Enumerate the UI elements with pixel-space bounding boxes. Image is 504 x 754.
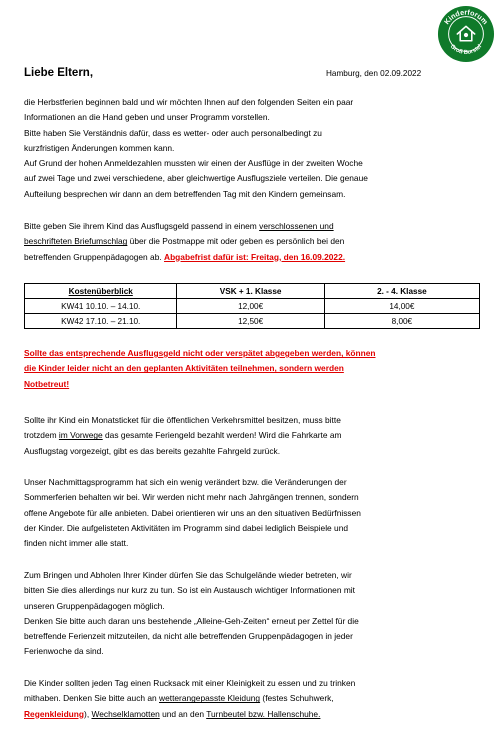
text-line: betreffende Ferienzeit mitzuteilen, da nicht alle betreffenden Gruppenpädagogen in jeder bbox=[24, 631, 353, 642]
table-cell: 12,50€ bbox=[177, 314, 324, 329]
table-cell: 8,00€ bbox=[324, 314, 479, 329]
text-line: die Herbstferien beginnen bald und wir möchten Ihnen auf den folgenden Seiten ein paar bbox=[24, 97, 354, 107]
table-cell: 14,00€ bbox=[324, 299, 479, 314]
text-line: trotzdem im Vorwege das gesamte Feriengeld bezahlt werden! Wird die Fahrkarte am bbox=[24, 430, 342, 441]
text-line: Notbetreut! bbox=[24, 378, 70, 389]
table-cell: 12,00€ bbox=[177, 299, 324, 314]
table-header-cell: VSK + 1. Klasse bbox=[177, 284, 324, 299]
table-cell: KW41 10.10. – 14.10. bbox=[25, 299, 177, 314]
text-line: Sollte ihr Kind ein Monatsticket für die öffentlichen Verkehrsmittel besitzen, muss bitte bbox=[24, 415, 341, 425]
text-line: Bitte haben Sie Verständnis dafür, dass es wetter- oder auch personalbedingt zu bbox=[24, 127, 322, 138]
text-line: bitten Sie dies allerdings nur kurz zu tun. So ist ein Austausch wichtiger Informationen mit bbox=[24, 585, 355, 596]
text-line: die Kinder leider nicht an den geplanten Aktivitäten teilnehmen, sondern werden bbox=[24, 363, 344, 374]
logo-top-text: Kinderforum bbox=[442, 7, 490, 27]
paragraph-ticket bbox=[24, 413, 486, 459]
text-line: Unser Nachmittagsprogramm hat sich ein wenig verändert bzw. die Veränderungen der bbox=[24, 477, 347, 487]
text-line: Die Kinder sollten jeden Tag einen Rucksack mit einer Kleinigkeit zu essen und zu trinken bbox=[24, 678, 356, 688]
paragraph-pickup bbox=[24, 568, 486, 660]
text-line: Zum Bringen und Abholen Ihrer Kinder dürfen Sie das Schulgelände wieder betreten, wir bbox=[24, 570, 352, 580]
text-line: Bitte geben Sie ihrem Kind das Ausflugsgeld passend in einem verschlossenen und bbox=[24, 221, 334, 231]
kinderforum-logo bbox=[437, 5, 495, 63]
table-header-row bbox=[25, 284, 480, 299]
cost-overview-table bbox=[24, 283, 480, 329]
text-line: Aufteilung besprechen wir dann an dem betreffenden Tag mit den Kindern gemeinsam. bbox=[24, 188, 346, 199]
text-line: finden nicht immer alle statt. bbox=[24, 538, 129, 549]
text-line: der Kinder. Die aufgelisteten Aktivitäten im Programm sind dabei lediglich Beispiele und bbox=[24, 522, 349, 533]
text-line: auf zwei Tage und zwei verschiedene, aber gleichwertige Ausflugsziele verteilen. Die genaue bbox=[24, 173, 368, 184]
text-line: betreffenden Gruppenpädagogen ab. Abgabefrist dafür ist: Freitag, den 16.09.2022. bbox=[24, 251, 346, 262]
paragraph-program bbox=[24, 475, 486, 551]
paragraph-payment bbox=[24, 219, 486, 265]
deadline-text: Abgabefrist dafür ist: Freitag, den 16.09.2022. bbox=[164, 251, 346, 262]
text-line: Regenkleidung), Wechselklamotten und an den Turnbeutel bzw. Hallenschuhe. bbox=[24, 708, 321, 719]
table-header-cell: Kostenüberblick bbox=[25, 284, 177, 299]
text-line: Ausflugstag vorgezeigt, gibt es das bereits gezahlte Fahrgeld zurück. bbox=[24, 445, 281, 456]
table-row bbox=[25, 314, 480, 329]
text-line: Sommerferien behalten wir bei. Wir werden nicht mehr nach Jahrgängen trennen, sondern bbox=[24, 492, 359, 503]
logo-bottom-text: Groß Borstel bbox=[448, 43, 484, 56]
text-line: unseren Gruppenpädagogen möglich. bbox=[24, 600, 165, 611]
text-line: offene Angebote für alle anbieten. Dabei orientieren wir uns an den situativen Bedürfnissen bbox=[24, 507, 361, 518]
paragraph-backpack bbox=[24, 676, 486, 722]
text-line: kurzfristigen Änderungen kommen kann. bbox=[24, 142, 175, 153]
table-header-cell: 2. - 4. Klasse bbox=[324, 284, 479, 299]
text-line: Auf Grund der hohen Anmeldezahlen mussten wir einen der Ausflüge in der zweiten Woche bbox=[24, 158, 363, 169]
table-cell: KW42 17.10. – 21.10. bbox=[25, 314, 177, 329]
text-line: Denken Sie bitte auch daran uns bestehende „Alleine-Geh-Zeiten“ erneut per Zettel für die bbox=[24, 615, 359, 626]
greeting: Liebe Eltern, bbox=[24, 67, 94, 79]
table-row bbox=[25, 299, 480, 314]
paragraph-warning bbox=[24, 346, 486, 392]
text-line: mithaben. Denken Sie bitte auch an wetterangepasste Kleidung (festes Schuhwerk, bbox=[24, 693, 334, 704]
text-line: Sollte das entsprechende Ausflugsgeld nicht oder verspätet abgegeben werden, können bbox=[24, 348, 376, 358]
text-line: Ferienwoche da sind. bbox=[24, 646, 104, 657]
text-line: beschrifteten Briefumschlag über die Postmappe mit oder geben es persönlich bei den bbox=[24, 236, 345, 247]
text-line: Informationen an die Hand geben und unser Programm vorstellen. bbox=[24, 112, 270, 123]
paragraph-intro bbox=[24, 95, 486, 202]
letter-date: Hamburg, den 02.09.2022 bbox=[326, 69, 422, 78]
